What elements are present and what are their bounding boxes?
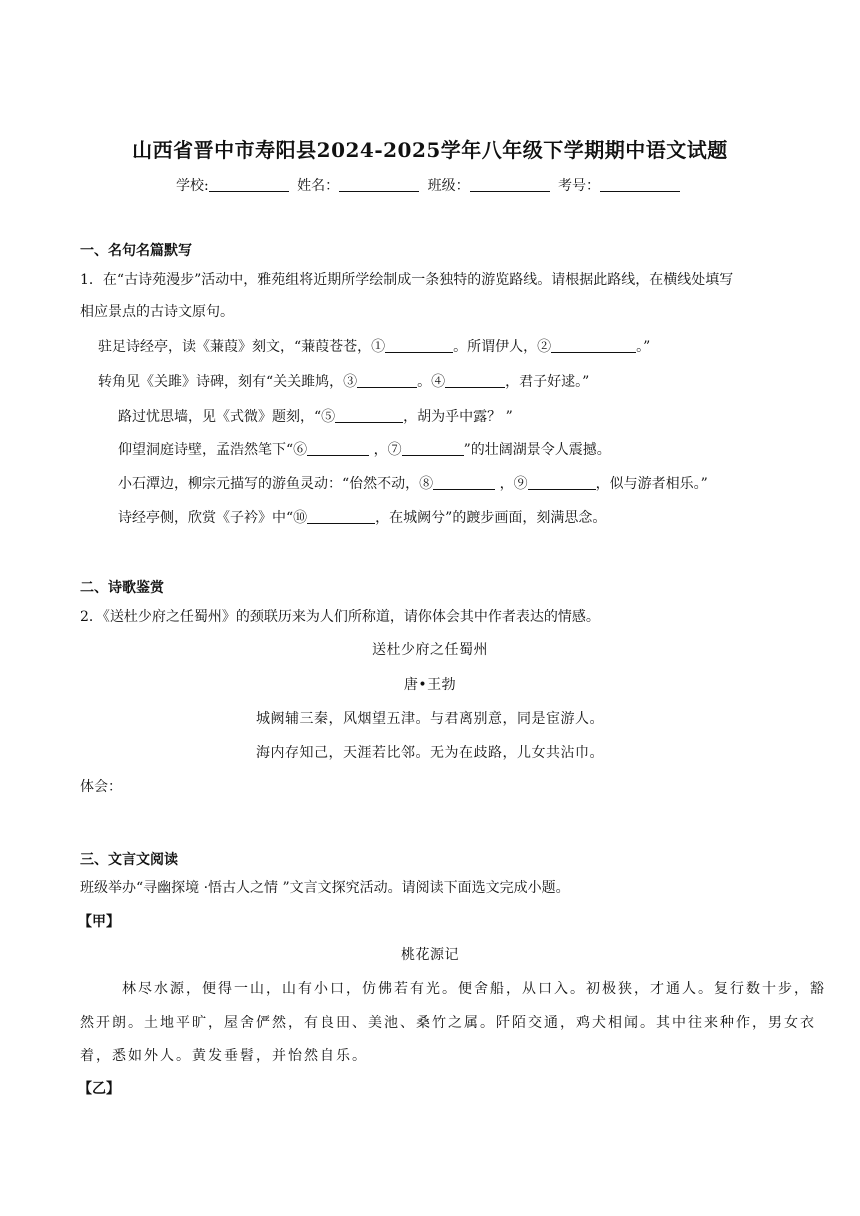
poem-line-2: 海内存知己，天涯若比邻。无为在歧路，儿女共沾巾。 [256, 745, 604, 761]
section3-heading: 三、文言文阅读 [80, 852, 178, 868]
blank-8[interactable] [433, 475, 495, 490]
fill-line-3 [118, 407, 513, 427]
school-label: 学校: [175, 178, 209, 194]
school-blank[interactable] [209, 177, 289, 192]
fill-line-4 [118, 440, 611, 460]
blank-5[interactable] [335, 408, 403, 423]
q1-text-line2: 相应景点的古诗文原句。 [80, 304, 234, 320]
poem-line-1: 城阙辅三秦，风烟望五津。与君离别意，同是宦游人。 [256, 711, 604, 727]
student-info-line [0, 175, 860, 195]
fill-line-2 [98, 372, 589, 392]
fill-text: 路过忧思墙，见《式微》题刻，“⑤ [118, 409, 336, 425]
q2-text: 2．《送杜少府之任蜀州》的颈联历来为人们所称道，请你体会其中作者表达的情感。 [80, 609, 600, 625]
fill-text: 。所谓伊人，② [453, 339, 552, 355]
blank-10[interactable] [307, 509, 375, 524]
fill-text: ，⑦ [369, 442, 402, 458]
fill-text: 驻足诗经亭，读《蒹葭》刻文，“蒹葭苍苍，① [98, 339, 386, 355]
section3-intro: 班级举办“寻幽探境 ·悟古人之情 ”文言文探究活动。请阅读下面选文完成小题。 [80, 880, 570, 896]
prose-line-2: 然开朗。土地平旷，屋舍俨然，有良田、美池、桑竹之属。阡陌交通，鸡犬相闻。其中往来种作，男女衣 [80, 1015, 816, 1031]
poem-author: 唐•王勃 [403, 677, 457, 693]
fill-text: ，胡为乎中露？ ” [403, 409, 513, 425]
page-title: 山西省晋中市寿阳县2024-2025学年八年级下学期期中语文试题 [132, 138, 728, 162]
fill-text: 小石潭边，柳宗元描写的游鱼灵动：“佁然不动，⑧ [118, 476, 434, 492]
section2-heading: 二、诗歌鉴赏 [80, 580, 164, 596]
name-blank[interactable] [339, 177, 419, 192]
prose-line-3: 着，悉如外人。黄发垂髫，并怡然自乐。 [80, 1048, 368, 1064]
jia-label: 【甲】 [78, 914, 120, 930]
blank-7[interactable] [402, 441, 464, 456]
q1-text-line1: 1．在“古诗苑漫步”活动中，雅苑组将近期所学绘制成一条独特的游览路线。请根据此路线，在横线处填写 [80, 272, 734, 288]
blank-4[interactable] [445, 373, 505, 388]
fill-text: 。” [636, 339, 651, 355]
exam-no-blank[interactable] [600, 177, 680, 192]
fill-line-1 [98, 337, 650, 357]
yi-label: 【乙】 [78, 1081, 120, 1097]
answer-label: 体会： [80, 779, 122, 795]
section1-heading: 一、名句名篇默写 [80, 243, 192, 259]
blank-2[interactable] [551, 338, 636, 353]
class-blank[interactable] [470, 177, 550, 192]
fill-text: ，⑨ [495, 476, 528, 492]
fill-text: ，在城阙兮”的踱步画面，刻满思念。 [375, 510, 607, 526]
exam-no-label: 考号： [558, 178, 601, 194]
fill-line-6 [118, 508, 606, 528]
blank-3[interactable] [357, 373, 417, 388]
fill-text: ，似与游者相乐。” [595, 476, 708, 492]
name-label: 姓名： [297, 178, 340, 194]
fill-line-5 [118, 474, 708, 494]
fill-text: 转角见《关雎》诗碑，刻有“关关雎鸠，③ [98, 374, 358, 390]
prose-line-1: 林尽水源，便得一山，山有小口，仿佛若有光。便舍船，从口入。初极狭，才通人。复行数十步，豁 [122, 981, 826, 997]
fill-text: 。④ [417, 374, 446, 390]
class-label: 班级： [427, 178, 470, 194]
fill-text: 仰望洞庭诗壁，孟浩然笔下“⑥ [118, 442, 308, 458]
blank-9[interactable] [528, 475, 596, 490]
fill-text: 诗经亭侧，欣赏《子衿》中“⑩ [118, 510, 308, 526]
fill-text: ，君子好逑。” [505, 374, 590, 390]
fill-text: ”的壮阔湖景令人震撼。 [463, 442, 611, 458]
blank-1[interactable] [385, 338, 453, 353]
poem-title: 送杜少府之任蜀州 [372, 642, 488, 658]
blank-6[interactable] [307, 441, 369, 456]
text-title: 桃花源记 [401, 947, 459, 963]
